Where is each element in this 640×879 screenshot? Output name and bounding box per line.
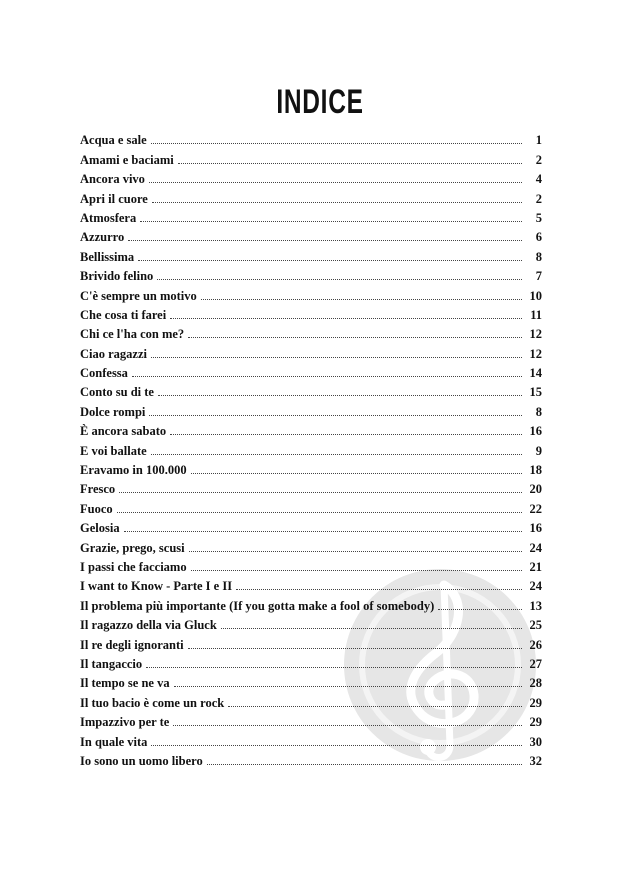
toc-entry-title: È ancora sabato [80,424,167,439]
toc-entry [80,225,542,244]
toc-entry-page: 14 [529,366,542,381]
toc-entry [80,322,542,341]
toc-entry-page: 24 [529,579,542,594]
toc-entry-page: 18 [529,463,542,478]
toc-entry [80,186,542,205]
dot-leader [124,531,522,532]
dot-leader [157,279,522,280]
toc-entry-title: I passi che facciamo [80,559,187,574]
toc-entry-page: 10 [529,288,542,303]
toc-entry-title: E voi ballate [80,443,147,458]
dot-leader [228,706,522,707]
toc-entry-title: Il problema più importante (If you gotta make a fool of somebody) [80,598,435,613]
toc-entry-title: Il tuo bacio è come un rock [80,695,225,710]
toc-entry-page: 29 [529,695,542,710]
toc-entry [80,729,542,748]
toc-entry-title: Brivido felino [80,269,154,284]
dot-leader [188,648,522,649]
dot-leader [151,143,522,144]
toc-entry [80,399,542,418]
dot-leader [140,221,522,222]
toc-entry [80,516,542,535]
dot-leader [146,667,522,668]
toc-entry-page: 20 [529,482,542,497]
toc-entry-title: Azzurro [80,230,125,245]
dot-leader [138,260,522,261]
dot-leader [132,376,522,377]
toc-entry [80,361,542,380]
toc-entry [80,438,542,457]
toc-entry-title: Che cosa ti farei [80,307,167,322]
toc-entry-page: 7 [535,269,542,284]
toc-entry-page: 11 [530,307,542,322]
toc-entry-page: 30 [529,734,542,749]
toc-entry-title: Chi ce l'ha con me? [80,327,185,342]
toc-entry-title: Ancora vivo [80,172,145,187]
toc-entry-page: 32 [529,753,542,768]
dot-leader [174,686,522,687]
toc-entry [80,303,542,322]
toc-entry-page: 22 [529,501,542,516]
toc-entry-title: Il tangaccio [80,656,143,671]
toc-entry [80,283,542,302]
toc-entry [80,535,542,554]
dot-leader [149,182,522,183]
toc-entry [80,244,542,263]
toc-entry-title: Il ragazzo della via Gluck [80,618,217,633]
toc-entry-page: 13 [529,598,542,613]
toc-entry [80,206,542,225]
dot-leader [128,240,522,241]
toc-entry-page: 26 [529,637,542,652]
dot-leader [207,764,522,765]
toc-entry [80,147,542,166]
dot-leader [438,609,522,610]
toc-entry-title: Amami e baciami [80,152,174,167]
toc-entry-page: 16 [529,424,542,439]
dot-leader [152,202,522,203]
toc-entry-title: In quale vita [80,734,148,749]
toc-entry-page: 2 [535,152,542,167]
toc-entry-title: Io sono un uomo libero [80,753,203,768]
toc-entry [80,574,542,593]
toc-entry [80,477,542,496]
page-title: INDICE [276,83,364,121]
toc-entry-page: 4 [535,172,542,187]
toc-entry-title: Il tempo se ne va [80,676,170,691]
toc-entry [80,458,542,477]
toc-entry-page: 29 [529,715,542,730]
toc-entry-title: Impazzivo per te [80,715,170,730]
dot-leader [170,434,522,435]
dot-leader [173,725,522,726]
toc-entry-title: Conto su di te [80,385,154,400]
toc-entry-title: Atmosfera [80,210,137,225]
toc-entry-title: Il re degli ignoranti [80,637,184,652]
toc-entry [80,380,542,399]
toc-entry [80,749,542,768]
dot-leader [158,395,522,396]
dot-leader [188,337,522,338]
toc-entry [80,613,542,632]
toc-entry-page: 15 [529,385,542,400]
dot-leader [191,473,522,474]
toc-entry-title: Dolce rompi [80,404,146,419]
toc-entry-page: 27 [529,656,542,671]
toc-entry-page: 21 [529,559,542,574]
dot-leader [178,163,522,164]
dot-leader [201,299,522,300]
toc-entry-page: 8 [535,249,542,264]
dot-leader [151,745,522,746]
toc-entry [80,690,542,709]
toc-entry-page: 6 [535,230,542,245]
toc-entry-page: 16 [529,521,542,536]
toc-entry-page: 28 [529,676,542,691]
toc-entry-title: Acqua e sale [80,133,147,148]
dot-leader [191,570,522,571]
toc-entry-title: Grazie, prego, scusi [80,540,185,555]
toc-entry-page: 24 [529,540,542,555]
toc-entry-title: Apri il cuore [80,191,148,206]
toc-entry-title: Confessa [80,366,128,381]
dot-leader [189,551,522,552]
dot-leader [151,357,522,358]
toc-entry-title: I want to Know - Parte I e II [80,579,233,594]
dot-leader [221,628,522,629]
toc-entry-page: 12 [529,327,542,342]
toc-entry [80,671,542,690]
dot-leader [170,318,522,319]
dot-leader [119,492,522,493]
toc-entry [80,632,542,651]
dot-leader [151,454,522,455]
toc-entry [80,496,542,515]
toc-entry-page: 25 [529,618,542,633]
dot-leader [149,415,522,416]
toc-entry [80,341,542,360]
toc-entry-page: 8 [535,404,542,419]
toc-entry-title: C'è sempre un motivo [80,288,197,303]
dot-leader [117,512,522,513]
toc-entry [80,555,542,574]
toc-entry [80,419,542,438]
toc-entry-page: 5 [535,210,542,225]
toc-entry-page: 1 [535,133,542,148]
toc-entry-page: 2 [535,191,542,206]
toc-entry [80,593,542,612]
toc-entry-page: 9 [535,443,542,458]
toc-entry-title: Fresco [80,482,116,497]
toc-entry-title: Eravamo in 100.000 [80,463,187,478]
toc-entry [80,128,542,147]
toc-entry-page: 12 [529,346,542,361]
toc-entry [80,264,542,283]
toc-entry-title: Fuoco [80,501,113,516]
dot-leader [236,589,522,590]
toc-entry-title: Gelosia [80,521,120,536]
toc-entry-title: Ciao ragazzi [80,346,147,361]
table-of-contents [80,128,542,768]
toc-entry [80,710,542,729]
toc-entry [80,652,542,671]
toc-entry [80,167,542,186]
toc-entry-title: Bellissima [80,249,135,264]
